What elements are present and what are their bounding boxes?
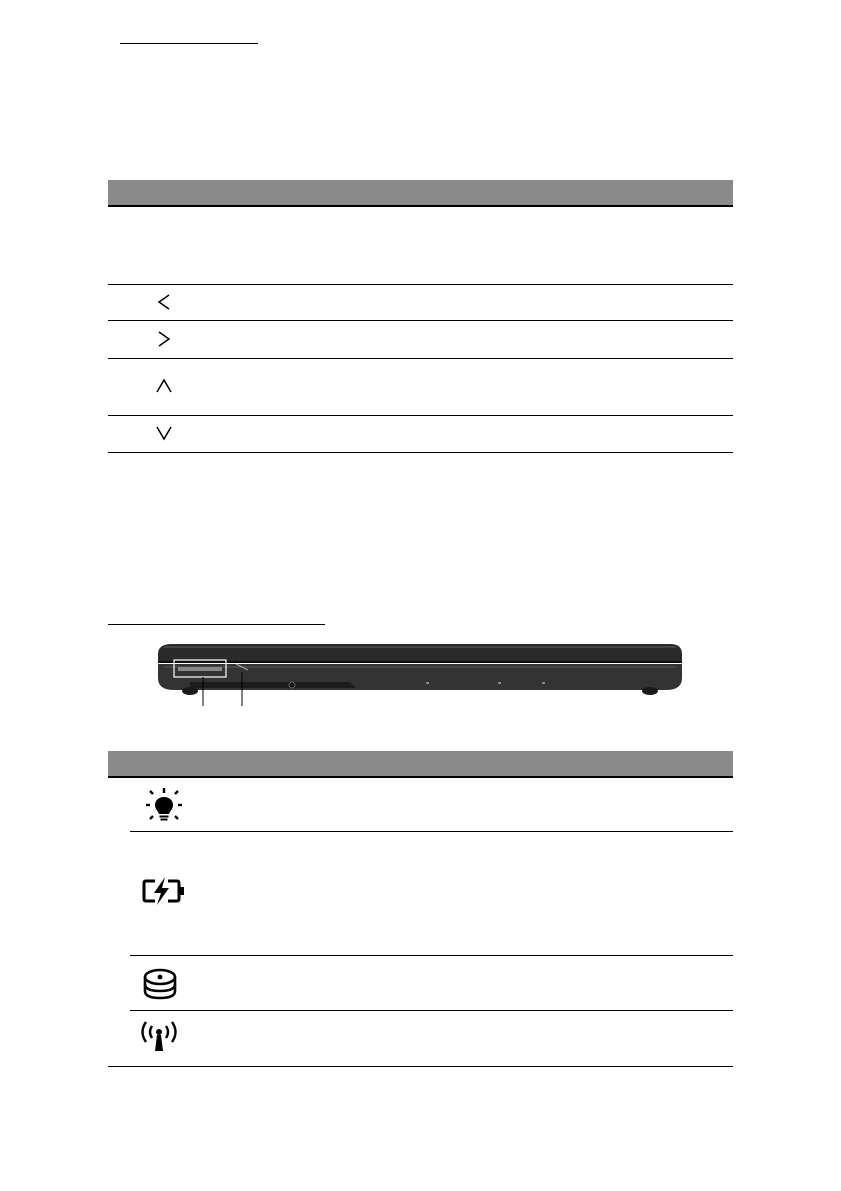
bottom-table-row-rule	[130, 1010, 733, 1011]
chevron-down-icon	[155, 425, 173, 441]
bottom-table-header	[108, 751, 733, 776]
top-table-header-rule	[108, 205, 733, 207]
top-table-row-rule	[108, 358, 733, 359]
section-title-underline-top	[120, 43, 258, 44]
top-table-row-rule	[108, 415, 733, 416]
top-table-bottom-rule	[108, 452, 733, 453]
bottom-table-row-rule	[130, 955, 733, 956]
wireless-antenna-icon	[136, 1021, 182, 1053]
section-title-underline-front	[108, 624, 325, 625]
bottom-table-bottom-rule	[108, 1066, 733, 1067]
chevron-right-icon	[156, 330, 172, 348]
top-table-row-rule	[108, 284, 733, 285]
lightbulb-icon	[145, 787, 183, 825]
bottom-table-header-rule	[108, 776, 733, 778]
bottom-table-row-rule	[130, 831, 733, 832]
chevron-up-icon	[155, 378, 173, 394]
battery-charging-icon	[141, 876, 187, 906]
hard-disk-icon	[142, 967, 178, 1001]
top-table-row-rule	[108, 320, 733, 321]
closed-laptop-front-photo	[150, 630, 690, 706]
top-table-header	[108, 180, 733, 205]
chevron-left-icon	[156, 293, 172, 311]
